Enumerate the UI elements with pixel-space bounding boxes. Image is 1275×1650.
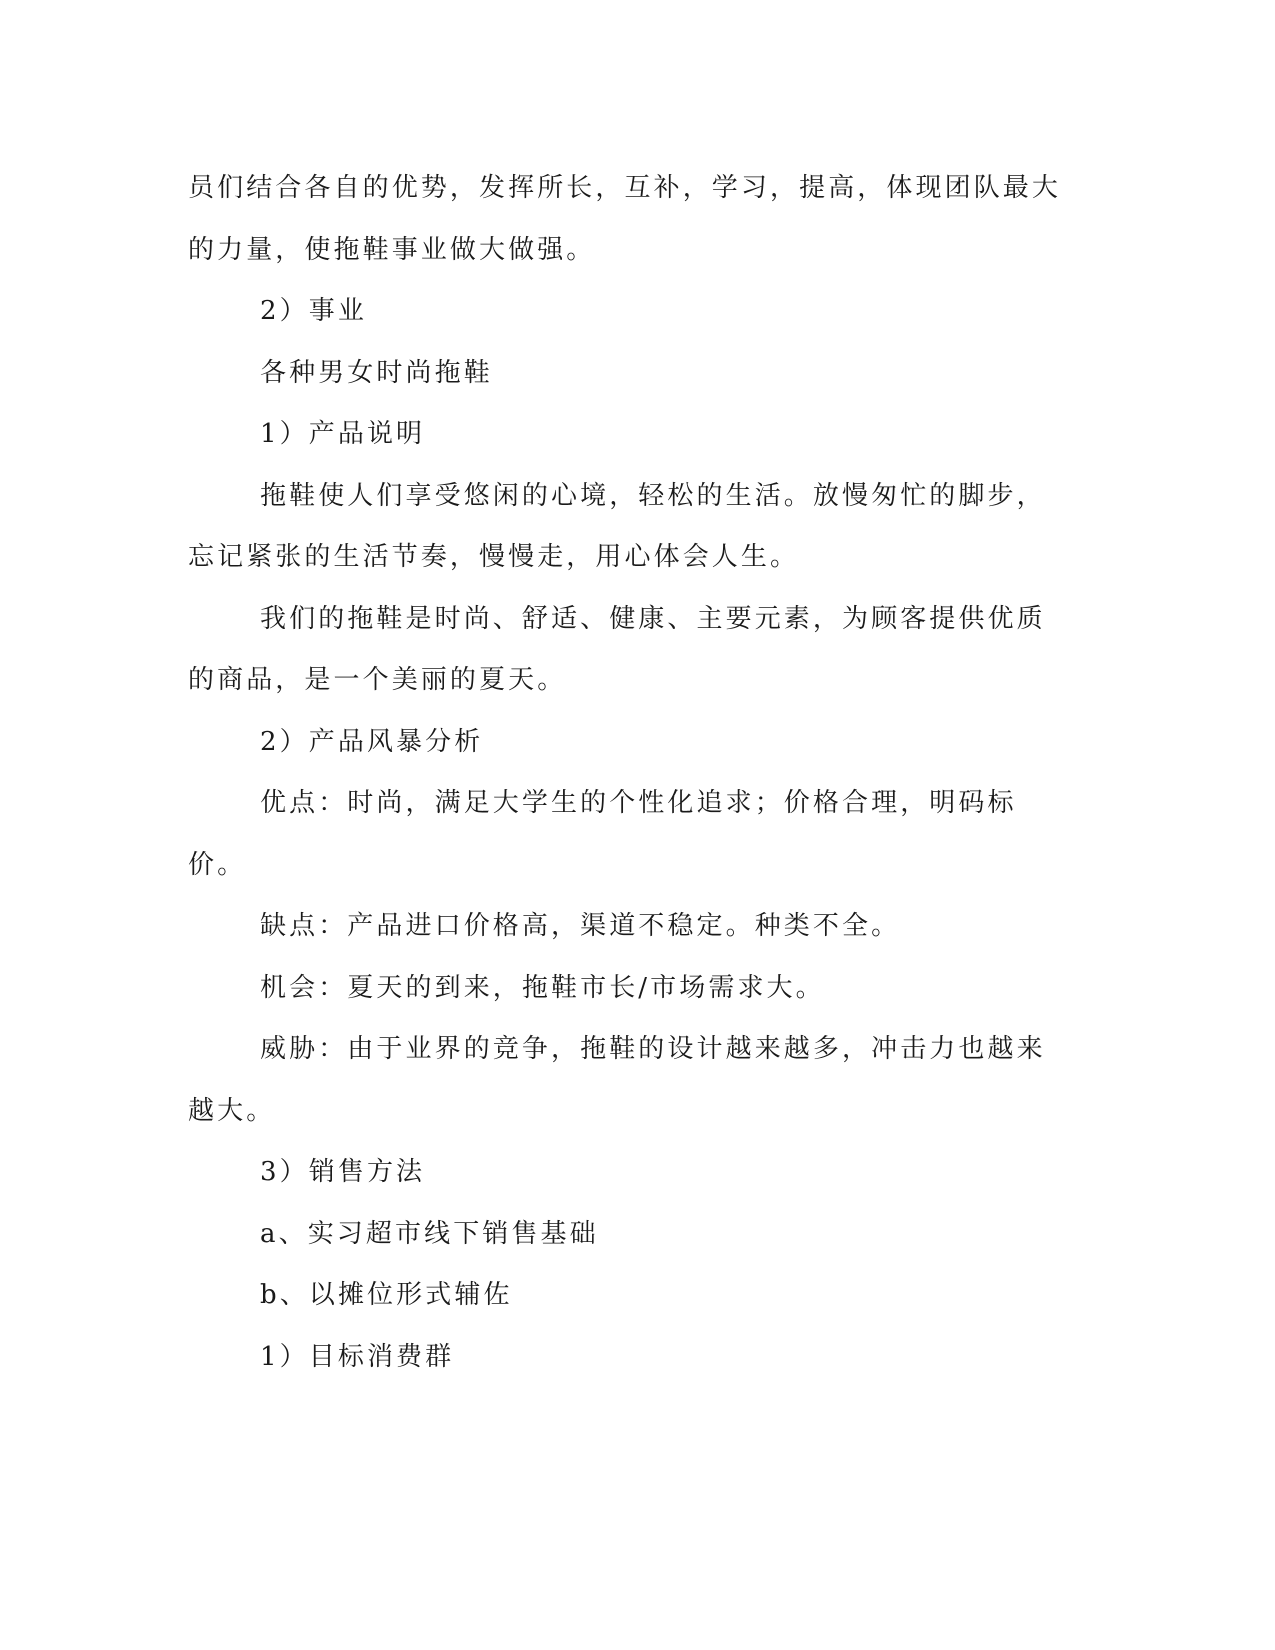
paragraph-strengths: 优点：时尚，满足大学生的个性化追求；价格合理，明码标价。 [188,788,1017,880]
document-body [188,158,1068,1388]
list-item-sales-method-b: b、以摊位形式辅佐 [260,1280,513,1310]
heading-sales-methods: 3）销售方法 [260,1157,426,1187]
paragraph-weaknesses: 缺点：产品进口价格高，渠道不稳定。种类不全。 [260,911,901,941]
heading-product-description: 1）产品说明 [260,419,426,449]
paragraph-product-features: 我们的拖鞋是时尚、舒适、健康、主要元素，为顾客提供优质的商品，是一个美丽的夏天。 [188,603,1046,695]
paragraph-slipper-types: 各种男女时尚拖鞋 [260,357,493,388]
paragraph-intro-continuation: 员们结合各自的优势，发挥所长，互补，学习，提高，体现团队最大的力量，使拖鞋事业做大做强。 [188,173,1062,265]
list-item-sales-method-a: a、实习超市线下销售基础 [260,1218,599,1249]
heading-target-consumers: 1）目标消费群 [260,1341,455,1372]
paragraph-threats: 威胁：由于业界的竞争，拖鞋的设计越来越多，冲击力也越来越大。 [188,1034,1046,1126]
paragraph-product-description: 拖鞋使人们享受悠闲的心境，轻松的生活。放慢匆忙的脚步，忘记紧张的生活节奏，慢慢走，用心体会人生。 [188,480,1046,572]
paragraph-opportunities: 机会：夏天的到来，拖鞋市长/市场需求大。 [260,972,825,1003]
heading-swot-analysis: 2）产品风暴分析 [260,726,484,757]
heading-business: 2）事业 [260,296,367,326]
